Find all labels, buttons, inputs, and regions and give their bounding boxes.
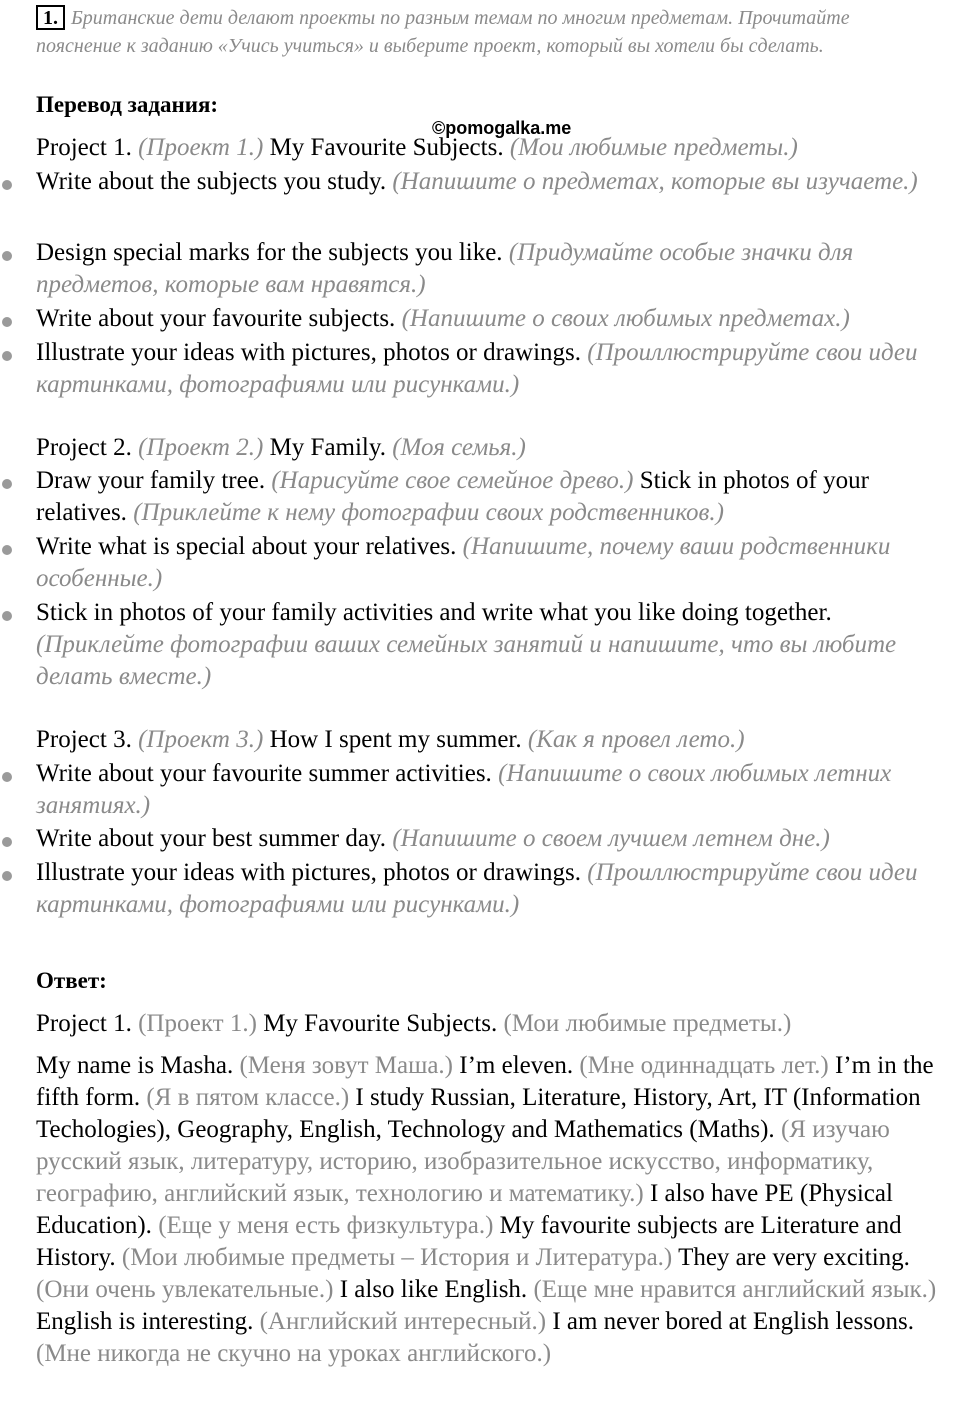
bullet-text-en: Write about your favourite summer activities.	[36, 760, 492, 787]
bullet-text-en: Stick in photos of your family activities and write what you like doing together.	[36, 599, 832, 626]
project-title-ru: (Проект 3.)	[138, 726, 264, 753]
task-number: 1.	[36, 5, 65, 30]
translation-heading: Перевод задания:	[36, 92, 219, 117]
answer-sentence-en: I also like English.	[339, 1276, 528, 1303]
bullet-text-en: Illustrate your ideas with pictures, photos or drawings.	[36, 339, 582, 366]
project-name-en: My Favourite Subjects.	[269, 134, 504, 161]
bullet-text-en-2: Stick in photos of your relatives.	[36, 467, 869, 526]
bullet-icon	[2, 545, 12, 555]
list-item	[36, 597, 958, 693]
bullet-text-ru: (Придумайте особые значки для предметов, которые вам нравятся.)	[36, 239, 854, 298]
list-item	[36, 337, 958, 401]
answer-sentence-ru: (Английский интересный.)	[259, 1308, 547, 1335]
answer-sentence-ru: (Они очень увлекательные.)	[36, 1276, 334, 1303]
answer-sentence-ru: (Мои любимые предметы – История и Литература.)	[121, 1244, 673, 1271]
answer-sentence-ru: (Мне никогда не скучно на уроках английского.)	[36, 1340, 552, 1367]
answer-sentence-en: My name is Masha.	[36, 1052, 234, 1079]
task-text: Британские дети делают проекты по разным темам по многим предметам. Прочитайте пояснение к заданию «Учись учиться» и выберите проект, который вы хотели бы сделать.	[36, 7, 850, 57]
list-item	[36, 857, 958, 921]
bullet-icon	[2, 479, 12, 489]
bullet-text-en: Draw your family tree.	[36, 467, 266, 494]
answer-sentence-en: I also have PE (Physical Education).	[36, 1180, 893, 1239]
bullet-text-en: Write about your favourite subjects.	[36, 305, 396, 332]
answer-sentence-en: I study Russian, Literature, History, Art, IT (Information Techologies), Geography, English, Technology and Mathematics (Maths).	[36, 1084, 921, 1143]
answer-project-title	[36, 1008, 958, 1040]
bullet-text-ru: (Приклейте фотографии ваших семейных занятий и напишите, что вы любите делать вместе.)	[36, 631, 897, 690]
project-3-title	[36, 724, 958, 756]
bullet-icon	[2, 837, 12, 847]
project-title-en: Project 1.	[36, 134, 132, 161]
bullet-icon	[2, 351, 12, 361]
bullet-text-en: Design special marks for the subjects you like.	[36, 239, 503, 266]
answer-project-ru: (Проект 1.)	[138, 1010, 257, 1037]
bullet-text-en: Write what is special about your relatives.	[36, 533, 457, 560]
project-name-ru: (Мои любимые предметы.)	[509, 134, 798, 161]
project-name-en: My Family.	[269, 434, 387, 461]
answer-sentence-en: English is interesting.	[36, 1308, 254, 1335]
project-name-en: How I spent my summer.	[269, 726, 522, 753]
bullet-icon	[2, 317, 12, 327]
bullet-text-ru-2: (Приклейте к нему фотографии своих родственников.)	[133, 499, 724, 526]
bullet-icon	[2, 871, 12, 881]
answer-sentence-ru: (Меня зовут Маша.)	[239, 1052, 454, 1079]
list-item	[36, 303, 958, 335]
project-1-title	[36, 132, 958, 164]
bullet-icon	[2, 772, 12, 782]
answer-sentence-en: I am never bored at English lessons.	[552, 1308, 915, 1335]
list-item	[36, 823, 958, 855]
answer-sentence-en: I’m eleven.	[459, 1052, 574, 1079]
bullet-icon	[2, 611, 12, 621]
answer-sentence-en: My favourite subjects are Literature and History.	[36, 1212, 902, 1271]
bullet-text-ru: (Напишите о своих любимых летних занятиях.)	[36, 760, 892, 819]
bullet-text-ru: (Напишите о своем лучшем летнем дне.)	[392, 825, 830, 852]
answer-sentence-en: They are very exciting.	[678, 1244, 910, 1271]
bullet-text-en: Write about the subjects you study.	[36, 168, 387, 195]
project-name-ru: (Как я провел лето.)	[527, 726, 745, 753]
bullet-text-ru: (Проиллюстрируйте свои идеи картинками, фотографиями или рисунками.)	[36, 859, 918, 918]
list-item	[36, 237, 958, 301]
project-2-title	[36, 432, 958, 464]
bullet-icon	[2, 180, 12, 190]
bullet-text-en: Write about your best summer day.	[36, 825, 387, 852]
list-item	[36, 531, 958, 595]
answer-sentence-en: I’m in the fifth form.	[36, 1052, 934, 1111]
answer-sentence-ru: (Мне одиннадцать лет.)	[579, 1052, 829, 1079]
answer-sentence-ru: (Еще мне нравится английский язык.)	[533, 1276, 937, 1303]
bullet-text-ru: (Проиллюстрируйте свои идеи картинками, фотографиями или рисунками.)	[36, 339, 918, 398]
project-title-ru: (Проект 2.)	[138, 434, 264, 461]
task-instruction	[36, 4, 936, 60]
project-name-ru: (Моя семья.)	[392, 434, 526, 461]
project-title-ru: (Проект 1.)	[138, 134, 264, 161]
answer-project-name-en: My Favourite Subjects.	[263, 1010, 498, 1037]
list-item	[36, 166, 958, 198]
answer-sentence-ru: (Еще у меня есть физкультура.)	[158, 1212, 494, 1239]
bullet-text-ru: (Напишите о предметах, которые вы изучаете.)	[392, 168, 918, 195]
list-item	[36, 465, 958, 529]
answer-project-name-ru: (Мои любимые предметы.)	[503, 1010, 792, 1037]
watermark: ©pomogalka.me	[432, 118, 572, 138]
answer-text	[36, 1050, 958, 1370]
bullet-icon	[2, 251, 12, 261]
answer-project-en: Project 1.	[36, 1010, 132, 1037]
bullet-text-ru: (Нарисуйте свое семейное древо.)	[271, 467, 634, 494]
answer-sentence-ru: (Я в пятом классе.)	[146, 1084, 350, 1111]
project-title-en: Project 3.	[36, 726, 132, 753]
answer-heading: Ответ:	[36, 968, 107, 993]
bullet-text-en: Illustrate your ideas with pictures, photos or drawings.	[36, 859, 582, 886]
answer-sentence-ru: (Я изучаю русский язык, литературу, историю, изобразительное искусство, информатику, географию, английский язык, технологию и математику.)	[36, 1116, 890, 1207]
project-title-en: Project 2.	[36, 434, 132, 461]
list-item	[36, 758, 958, 822]
bullet-text-ru: (Напишите, почему ваши родственники особенные.)	[36, 533, 891, 592]
bullet-text-ru: (Напишите о своих любимых предметах.)	[401, 305, 850, 332]
